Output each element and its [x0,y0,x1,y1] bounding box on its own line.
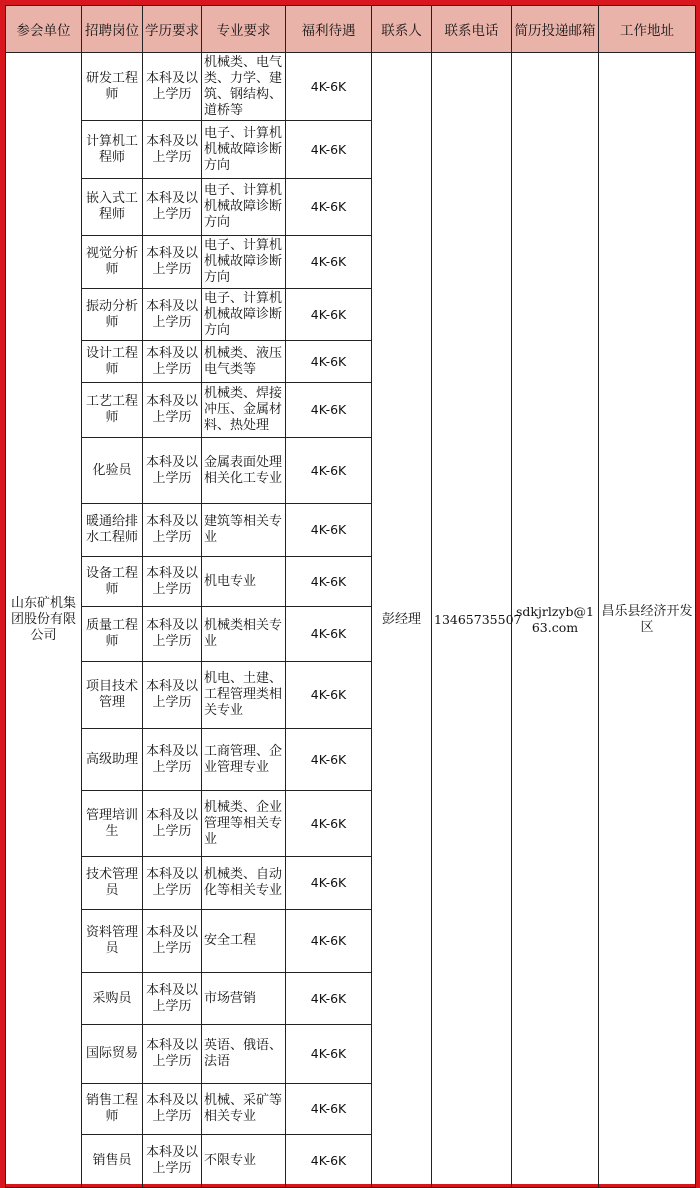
major-cell: 机电、土建、工程管理类相关专业 [202,662,286,729]
position-cell: 振动分析师 [82,289,143,341]
position-cell: 销售工程师 [82,1084,143,1135]
major-cell: 电子、计算机机械故障诊断方向 [202,121,286,179]
education-cell: 本科及以上学历 [143,857,202,910]
position-cell: 研发工程师 [82,53,143,121]
education-cell: 本科及以上学历 [143,289,202,341]
position-cell: 化验员 [82,438,143,504]
address-cell: 昌乐县经济开发区 [599,53,696,1188]
education-cell: 本科及以上学历 [143,121,202,179]
salary-cell: 4K-6K [286,504,372,557]
salary-cell: 4K-6K [286,729,372,791]
header-salary: 福利待遇 [286,6,372,53]
header-company: 参会单位 [6,6,82,53]
table-row [6,53,696,121]
header-email: 简历投递邮箱 [512,6,599,53]
document-frame [5,5,695,1184]
major-cell: 电子、计算机机械故障诊断方向 [202,179,286,236]
salary-cell: 4K-6K [286,607,372,662]
education-cell: 本科及以上学历 [143,504,202,557]
position-cell: 采购员 [82,973,143,1025]
salary-cell: 4K-6K [286,236,372,289]
position-cell: 高级助理 [82,729,143,791]
education-cell: 本科及以上学历 [143,910,202,973]
position-cell: 工艺工程师 [82,383,143,438]
position-cell: 技术管理员 [82,857,143,910]
major-cell: 电子、计算机机械故障诊断方向 [202,289,286,341]
education-cell: 本科及以上学历 [143,53,202,121]
major-cell: 机电专业 [202,557,286,607]
major-cell: 机械类、企业管理等相关专业 [202,791,286,857]
major-cell: 机械类、液压电气类等 [202,341,286,383]
salary-cell: 4K-6K [286,289,372,341]
position-cell: 质量工程师 [82,607,143,662]
education-cell: 本科及以上学历 [143,662,202,729]
major-cell: 金属表面处理相关化工专业 [202,438,286,504]
position-cell: 管理培训生 [82,791,143,857]
education-cell: 本科及以上学历 [143,791,202,857]
salary-cell: 4K-6K [286,438,372,504]
salary-cell: 4K-6K [286,791,372,857]
salary-cell: 4K-6K [286,1025,372,1084]
education-cell: 本科及以上学历 [143,729,202,791]
salary-cell: 4K-6K [286,557,372,607]
education-cell: 本科及以上学历 [143,557,202,607]
salary-cell: 4K-6K [286,341,372,383]
major-cell: 建筑等相关专业 [202,504,286,557]
contact-cell: 彭经理 [372,53,432,1188]
header-position: 招聘岗位 [82,6,143,53]
education-cell: 本科及以上学历 [143,607,202,662]
salary-cell: 4K-6K [286,53,372,121]
position-cell: 设计工程师 [82,341,143,383]
position-cell: 设备工程师 [82,557,143,607]
salary-cell: 4K-6K [286,1084,372,1135]
salary-cell: 4K-6K [286,857,372,910]
major-cell: 机械类、焊接冲压、金属材料、热处理 [202,383,286,438]
salary-cell: 4K-6K [286,910,372,973]
header-education: 学历要求 [143,6,202,53]
position-cell: 国际贸易 [82,1025,143,1084]
position-cell: 资料管理员 [82,910,143,973]
education-cell: 本科及以上学历 [143,438,202,504]
position-cell: 计算机工程师 [82,121,143,179]
header-contact: 联系人 [372,6,432,53]
recruitment-table [5,5,696,1188]
phone-cell: 13465735507 [432,53,512,1188]
education-cell: 本科及以上学历 [143,341,202,383]
education-cell: 本科及以上学历 [143,236,202,289]
major-cell: 安全工程 [202,910,286,973]
position-cell: 项目技术管理 [82,662,143,729]
salary-cell: 4K-6K [286,662,372,729]
major-cell: 市场营销 [202,973,286,1025]
major-cell: 工商管理、企业管理专业 [202,729,286,791]
position-cell: 暖通给排水工程师 [82,504,143,557]
email-cell: sdkjrlzyb@163.com [512,53,599,1188]
company-cell: 山东矿机集团股份有限公司 [6,53,82,1188]
major-cell: 机械类、自动化等相关专业 [202,857,286,910]
major-cell: 机械、采矿等相关专业 [202,1084,286,1135]
position-cell: 嵌入式工程师 [82,179,143,236]
major-cell: 机械类相关专业 [202,607,286,662]
position-cell: 销售员 [82,1135,143,1188]
position-cell: 视觉分析师 [82,236,143,289]
salary-cell: 4K-6K [286,973,372,1025]
salary-cell: 4K-6K [286,121,372,179]
salary-cell: 4K-6K [286,383,372,438]
major-cell: 机械类、电气类、力学、建筑、钢结构、道桥等 [202,53,286,121]
header-address: 工作地址 [599,6,696,53]
header-phone: 联系电话 [432,6,512,53]
education-cell: 本科及以上学历 [143,179,202,236]
table-body [6,53,696,1188]
education-cell: 本科及以上学历 [143,1135,202,1188]
major-cell: 英语、俄语、法语 [202,1025,286,1084]
education-cell: 本科及以上学历 [143,973,202,1025]
major-cell: 电子、计算机机械故障诊断方向 [202,236,286,289]
education-cell: 本科及以上学历 [143,1084,202,1135]
salary-cell: 4K-6K [286,179,372,236]
header-row [6,6,696,53]
education-cell: 本科及以上学历 [143,383,202,438]
header-major: 专业要求 [202,6,286,53]
major-cell: 不限专业 [202,1135,286,1188]
education-cell: 本科及以上学历 [143,1025,202,1084]
salary-cell: 4K-6K [286,1135,372,1188]
